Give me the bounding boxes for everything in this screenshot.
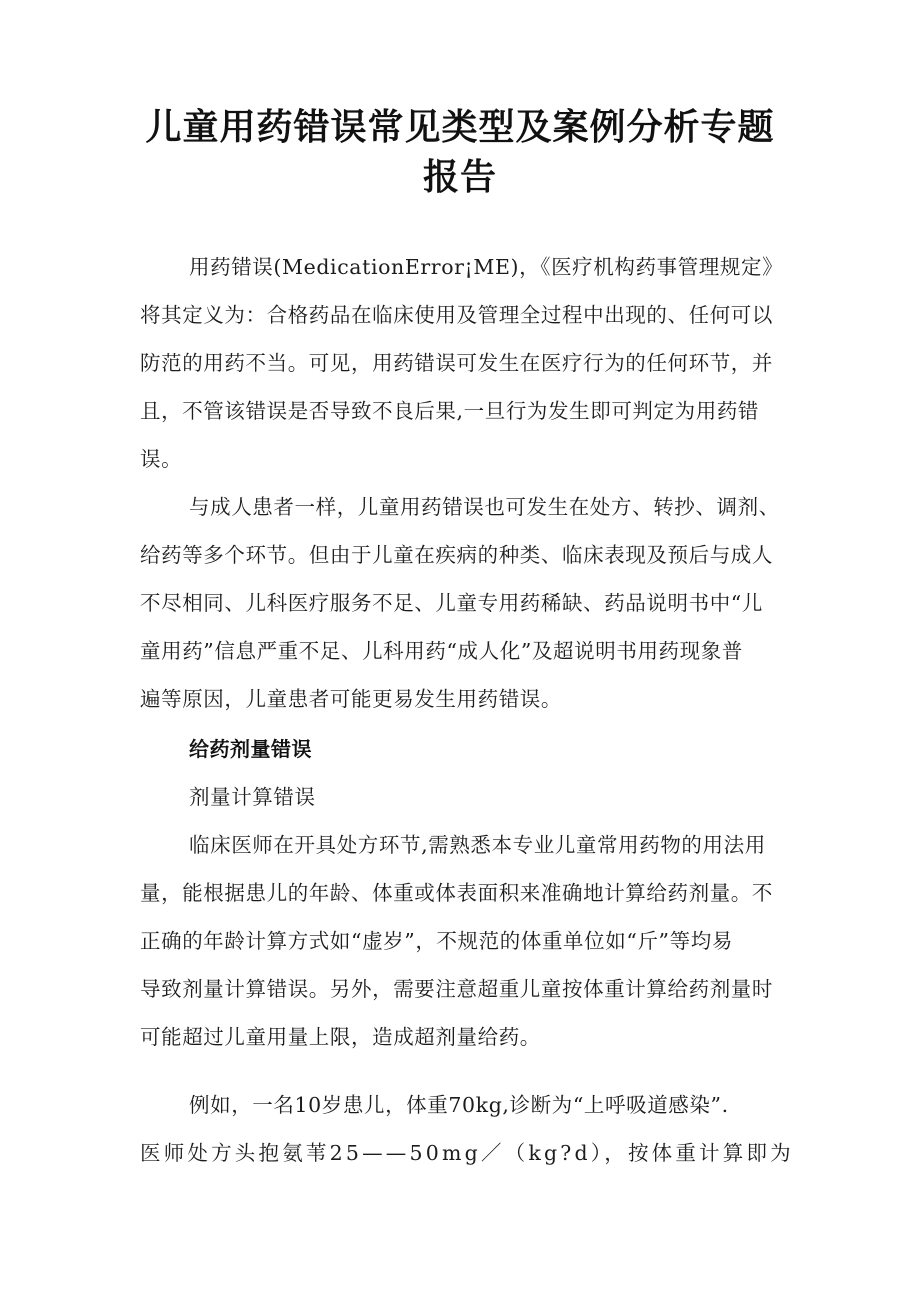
subsection-heading: 剂量计算错误	[189, 785, 316, 809]
paragraph-line: 导致剂量计算错误。另外，需要注意超重儿童按体重计算给药剂量时	[140, 977, 773, 1001]
paragraph-line: 例如，一名10岁患儿，体重70kg,诊断为“上呼吸道感染”.	[189, 1093, 729, 1117]
paragraph-line: 不尽相同、儿科医疗服务不足、儿童专用药稀缺、药品说明书中“儿	[140, 591, 763, 615]
paragraph-line: 正确的年龄计算方式如“虚岁”，不规范的体重单位如“斤”等均易	[140, 929, 733, 953]
paragraph-line: 给药等多个环节。但由于儿童在疾病的种类、临床表现及预后与成人	[140, 543, 773, 567]
paragraph-line: 将其定义为：合格药品在临床使用及管理全过程中出现的、任何可以	[140, 303, 773, 327]
paragraph-line: 量，能根据患儿的年龄、体重或体表面积来准确地计算给药剂量。不	[140, 881, 773, 905]
document-title-line-1: 儿童用药错误常见类型及案例分析专题	[145, 107, 775, 148]
paragraph-line: 童用药”信息严重不足、儿科用药“成人化”及超说明书用药现象普	[140, 639, 743, 663]
paragraph-line: 遍等原因，儿童患者可能更易发生用药错误。	[140, 687, 562, 711]
paragraph-line: 可能超过儿童用量上限，造成超剂量给药。	[140, 1025, 541, 1049]
paragraph-line: 医师处方头抱氨苇25——50mg／（kg?d），按体重计算即为	[140, 1141, 794, 1165]
section-heading: 给药剂量错误	[189, 737, 312, 761]
document-title-line-2: 报告	[422, 157, 497, 198]
paragraph-line: 与成人患者一样，儿童用药错误也可发生在处方、转抄、调剂、	[189, 495, 780, 519]
paragraph-line: 且，不管该错误是否导致不良后果,一旦行为发生即可判定为用药错	[140, 399, 760, 423]
paragraph-line: 误。	[140, 447, 183, 471]
paragraph-line: 用药错误(MedicationError¡ME)，《医疗机构药事管理规定》	[189, 255, 784, 279]
paragraph-line: 临床医师在开具处方环节,需熟悉本专业儿童常用药物的用法用	[189, 833, 766, 857]
paragraph-line: 防范的用药不当。可见，用药错误可发生在医疗行为的任何环节，并	[140, 351, 773, 375]
